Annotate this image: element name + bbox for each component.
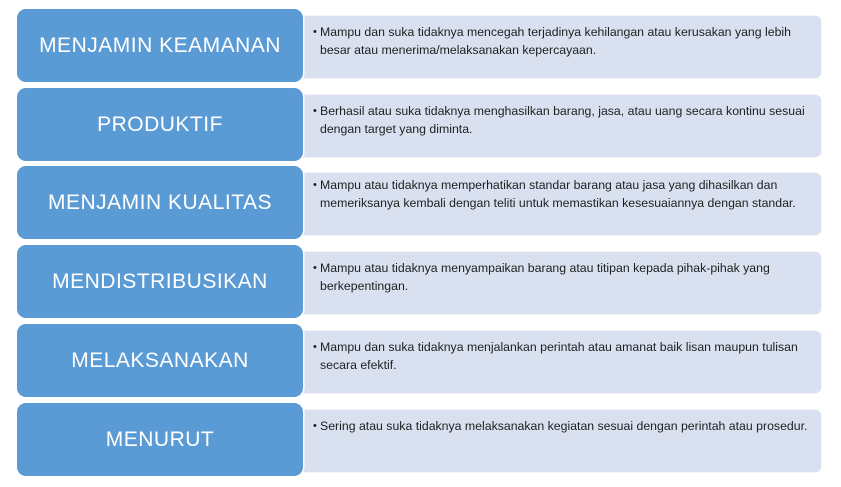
title-box: PRODUKTIF (17, 88, 303, 161)
description-content: Berhasil atau suka tidaknya menghasilkan barang, jasa, atau uang secara kontinu sesuai dengan target yang diminta. (320, 104, 805, 136)
list-item-mendistribusikan (0, 245, 841, 319)
list-item-menjamin-kualitas (0, 166, 841, 240)
description-content: Mampu dan suka tidaknya menjalankan perintah atau amanat baik lisan maupun tulisan secara efektif. (320, 340, 798, 372)
description-content: Mampu dan suka tidaknya mencegah terjadinya kehilangan atau kerusakan yang lebih besar atau menerima/melaksanakan kepercayaan. (320, 25, 792, 57)
title-box: MENURUT (17, 403, 303, 476)
bullet-icon: • (313, 420, 317, 432)
bullet-icon: • (313, 26, 317, 38)
title-box: MENJAMIN KEAMANAN (17, 9, 303, 82)
description-content: Mampu atau tidaknya memperhatikan standar barang atau jasa yang dihasilkan dan memeriksanya kembali dengan teliti untuk memastikan kesesuaiannya dengan standar. (320, 178, 796, 210)
title-box: MENDISTRIBUSIKAN (17, 245, 303, 318)
list-item-menjamin-keamanan (0, 9, 841, 83)
title-box: MENJAMIN KUALITAS (17, 166, 303, 239)
list-item-melaksanakan (0, 324, 841, 398)
bullet-icon: • (313, 262, 317, 274)
title-box: MELAKSANAKAN (17, 324, 303, 397)
bullet-icon: • (313, 179, 317, 191)
description-text (313, 339, 813, 374)
description-content: Sering atau suka tidaknya melaksanakan kegiatan sesuai dengan perintah atau prosedur. (320, 419, 808, 433)
description-content: Mampu atau tidaknya menyampaikan barang atau titipan kepada pihak-pihak yang berkepentingan. (320, 261, 770, 293)
bullet-icon: • (313, 105, 317, 117)
list-item-produktif (0, 88, 841, 162)
description-text (313, 418, 813, 436)
bullet-icon: • (313, 341, 317, 353)
description-text (313, 260, 813, 295)
description-text (313, 177, 813, 212)
description-text (313, 103, 813, 138)
description-text (313, 24, 813, 59)
list-item-menurut (0, 403, 841, 477)
